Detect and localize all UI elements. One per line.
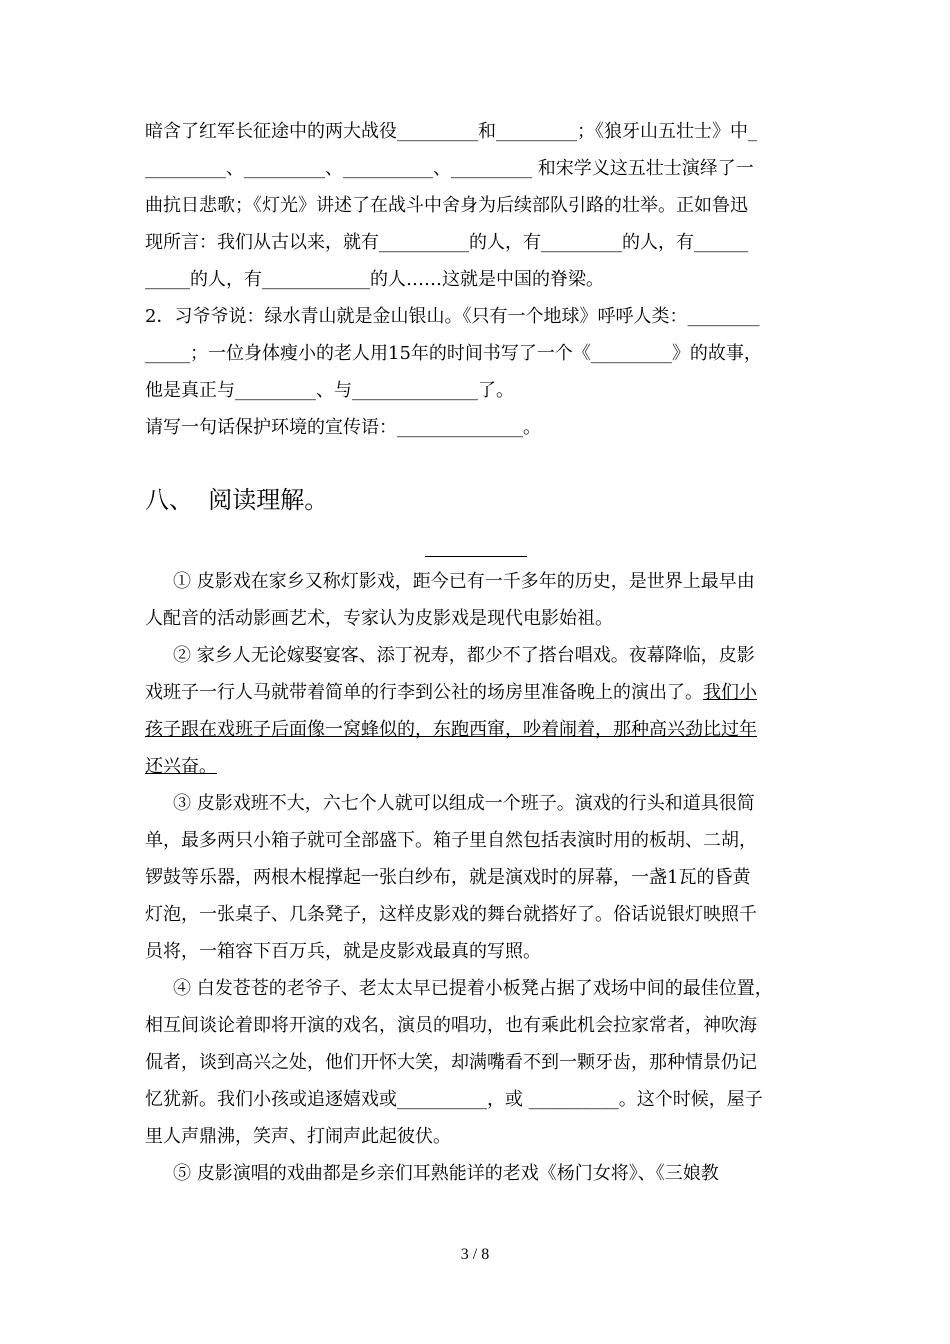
section-title: 八、 阅读理解。 [145, 486, 329, 514]
paragraph-4-line: ④ 白发苍苍的老爷子、老太太早已提着小板凳占据了戏场中间的最佳位置， [173, 978, 773, 999]
paragraph-3-line: 灯泡，一张桌子、几条凳子，这样皮影戏的舞台就搭好了。俗话说银灯映照千 [145, 904, 757, 925]
paragraph-4-line: 侃者，谈到高兴之处，他们开怀大笑，却满嘴看不到一颗牙齿，那种情景仍记 [145, 1052, 757, 1073]
text-line: _____的人，有____________的人……这就是中国的脊梁。 [145, 269, 604, 290]
text-line: _____；一位身体瘦小的老人用15年的时间书写了一个《_________》的故事， [145, 343, 762, 364]
paragraph-1-line: ① 皮影戏在家乡又称灯影戏，距今已有一千多年的历史，是世界上最早由 [173, 571, 755, 592]
underlined-sentence: 我们小 [703, 682, 757, 703]
text-line: _________、_________、__________、_________ 和宋学义这五壮士演绎了一 [145, 158, 754, 179]
text-line: 暗含了红军长征途中的两大战役_________和_________；《狼牙山五壮士》中_ [145, 121, 757, 142]
paragraph-3-line: 员将，一箱容下百万兵，就是皮影戏最真的写照。 [145, 941, 541, 962]
paragraph-3-line: 单，最多两只小箱子就可全部盛下。箱子里自然包括表演时用的板胡、二胡， [145, 830, 757, 851]
page-number: 3 / 8 [460, 1246, 490, 1263]
paragraph-3-line: ③ 皮影戏班不大，六七个人就可以组成一个班子。演戏的行头和道具很简 [173, 793, 755, 814]
slogan-prompt: 请写一句话保护环境的宣传语：______________。 [145, 417, 541, 438]
text-line: 现所言：我们从古以来，就有__________的人，有_________的人，有______ [145, 232, 748, 253]
underlined-sentence: 孩子跟在戏班子后面像一窝蜂似的，东跑西窜，吵着闹着，那种高兴劲比过年 [145, 719, 757, 740]
passage-title-rule [425, 556, 527, 557]
text-line: 他是真正与_________、与______________了。 [145, 380, 514, 401]
paragraph-3-line: 锣鼓等乐器，两根木棍撑起一张白纱布，就是演戏时的屏幕，一盏1瓦的昏黄 [145, 867, 751, 888]
plain-text: 戏班子一行人马就带着简单的行李到公社的场房里准备晚上的演出了。 [145, 682, 703, 703]
paragraph-4-line: 相互间谈论着即将开演的戏名，演员的唱功，也有乘此机会拉家常者，神吹海 [145, 1015, 757, 1036]
paragraph-2-line [145, 681, 757, 705]
underlined-sentence: 还兴奋。 [145, 756, 217, 777]
paragraph-4-line: 里人声鼎沸，笑声、打闹声此起彼伏。 [145, 1126, 451, 1147]
paragraph-4-line: 忆犹新。我们小孩或追逐嬉戏或__________，或 __________。这个时候，屋子 [145, 1089, 763, 1110]
paragraph-1-line: 人配音的活动影画艺术，专家认为皮影戏是现代电影始祖。 [145, 608, 613, 629]
paragraph-5-line: ⑤ 皮影演唱的戏曲都是乡亲们耳熟能详的老戏《杨门女将》、《三娘教 [173, 1163, 719, 1184]
question-2-line: 2．习爷爷说：绿水青山就是金山银山。《只有一个地球》呼呼人类：________ [145, 306, 760, 327]
paragraph-2-line: ② 家乡人无论嫁娶宴客、添丁祝寿，都少不了搭台唱戏。夜幕降临，皮影 [173, 645, 755, 666]
text-line: 曲抗日悲歌；《灯光》讲述了在战斗中舍身为后续部队引路的壮举。正如鲁迅 [145, 195, 748, 216]
